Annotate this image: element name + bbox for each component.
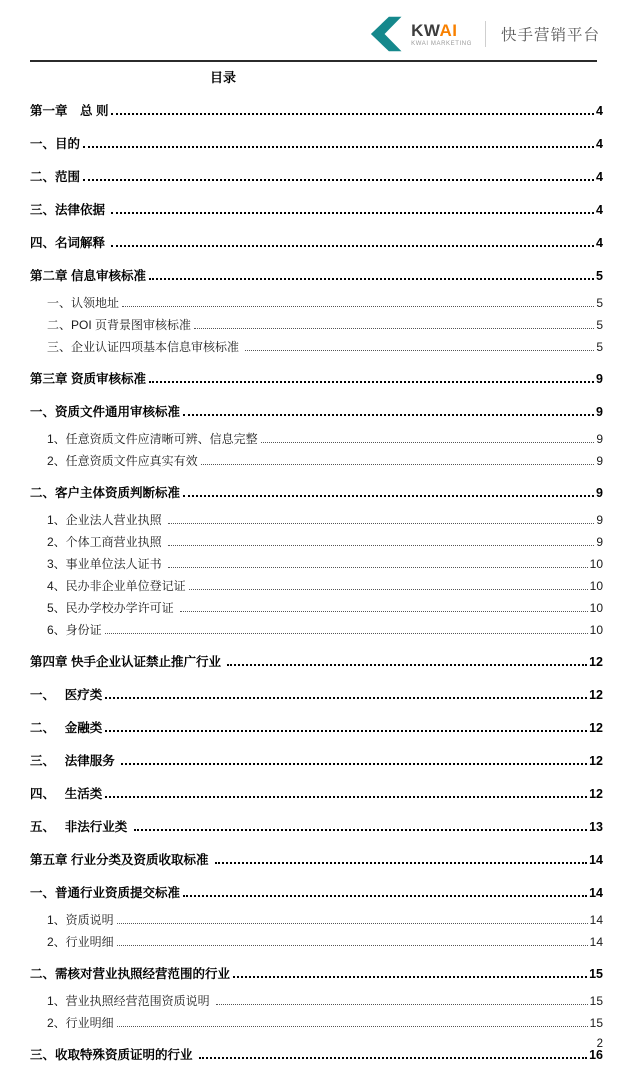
toc-entry[interactable] [30, 454, 603, 468]
toc-entry-label: 1、任意资质文件应清晰可辨、信息完整 [47, 432, 258, 446]
kwai-wordmark [411, 22, 472, 47]
kwai-wordmark-text [411, 22, 472, 39]
toc-entry-label: 二、客户主体资质判断标准 [30, 486, 181, 500]
toc-entry-label: 第三章 资质审核标准 [30, 372, 146, 386]
dot-leader [117, 1026, 588, 1027]
toc-entry-page: 9 [596, 432, 603, 446]
toc-entry-chapter[interactable] [30, 1048, 603, 1062]
toc-entry-page: 14 [589, 935, 603, 949]
dot-leader [117, 945, 588, 946]
toc-entry-page: 10 [589, 557, 603, 571]
toc-entry-label: 4、民办非企业单位登记证 [47, 579, 186, 593]
dot-leader [183, 414, 594, 416]
toc-entry[interactable] [30, 340, 603, 354]
toc-entry-page: 13 [589, 820, 603, 834]
toc-entry[interactable] [30, 1016, 603, 1030]
dot-leader [194, 328, 594, 329]
dot-leader [134, 829, 587, 831]
toc-entry-label: 第二章 信息审核标准 [30, 269, 146, 283]
toc-entry[interactable] [30, 318, 603, 332]
toc-entry[interactable] [30, 535, 603, 549]
dot-leader [168, 545, 594, 546]
dot-leader [83, 146, 594, 148]
dot-leader [216, 1004, 588, 1005]
toc-entry-page: 10 [589, 579, 603, 593]
toc-entry[interactable] [30, 486, 603, 500]
footer [597, 1038, 603, 1050]
toc-entry-page: 4 [596, 137, 603, 151]
toc-entry-page: 12 [589, 787, 603, 801]
toc-entry-page: 4 [596, 203, 603, 217]
toc-entry-label: 2、个体工商营业执照 [47, 535, 166, 549]
toc-entry-page: 4 [596, 170, 603, 184]
toc-entry-label: 2、行业明细 [47, 935, 114, 949]
toc-entry-label: 5、民办学校办学许可证 [47, 601, 178, 615]
toc-entry-page: 12 [589, 655, 603, 669]
toc-entry-label: 一、认领地址 [47, 296, 120, 310]
toc-entry-label: 第五章 行业分类及资质收取标准 [30, 853, 212, 867]
toc-entry[interactable] [30, 203, 603, 217]
dot-leader [105, 633, 588, 634]
dot-leader [83, 179, 594, 181]
toc-entry-label: 1、资质说明 [47, 913, 114, 927]
toc-entry[interactable] [30, 137, 603, 151]
toc-entry[interactable] [30, 787, 603, 801]
toc-entry[interactable] [30, 296, 603, 310]
toc-entry-label: 一、目的 [30, 137, 81, 151]
dot-leader [261, 442, 595, 443]
toc-entry-label: 2、任意资质文件应真实有效 [47, 454, 198, 468]
toc-entry-page: 14 [589, 853, 603, 867]
toc-entry-label: 6、身份证 [47, 623, 102, 637]
dot-leader [180, 611, 588, 612]
toc-entry[interactable] [30, 170, 603, 184]
dot-leader [111, 113, 594, 115]
toc-entry-chapter[interactable] [30, 104, 603, 118]
toc-entry[interactable] [30, 754, 603, 768]
toc-entry-chapter[interactable] [30, 853, 603, 867]
toc-entry-page: 14 [589, 886, 603, 900]
logo-divider [485, 21, 486, 47]
toc-entry-label: 二、 金融类 [30, 721, 103, 735]
toc-entry[interactable] [30, 935, 603, 949]
header-rule [30, 60, 597, 62]
kwai-logo [368, 16, 600, 52]
toc-entry-page: 9 [596, 372, 603, 386]
dot-leader [168, 523, 594, 524]
toc-entry-label: 三、法律依据 [30, 203, 109, 217]
toc-entry-label: 1、企业法人营业执照 [47, 513, 166, 527]
toc-entry-page: 5 [596, 340, 603, 354]
dot-leader [111, 212, 594, 214]
toc-entry-label: 1、营业执照经营范围资质说明 [47, 994, 214, 1008]
toc-entry[interactable] [30, 432, 603, 446]
toc-entry-label: 二、需核对营业执照经营范围的行业 [30, 967, 231, 981]
toc-entry-label: 三、企业认证四项基本信息审核标准 [47, 340, 243, 354]
toc-entry[interactable] [30, 967, 603, 981]
toc-entry[interactable] [30, 405, 603, 419]
toc-entry[interactable] [30, 623, 603, 637]
toc-entry-label: 一、资质文件通用审核标准 [30, 405, 181, 419]
page-number: 2 [596, 1038, 603, 1050]
toc-entry-page: 15 [589, 1016, 603, 1030]
toc-entry-label: 第一章 总 则 [30, 104, 109, 118]
toc-list [30, 104, 603, 1062]
dot-leader [105, 697, 587, 699]
dot-leader [233, 976, 587, 978]
toc-entry-page: 12 [589, 721, 603, 735]
toc-entry[interactable] [30, 994, 603, 1008]
header [0, 0, 625, 58]
dot-leader [168, 567, 588, 568]
toc-entry[interactable] [30, 820, 603, 834]
toc-entry-page: 15 [589, 967, 603, 981]
dot-leader [183, 895, 587, 897]
kwai-arrow-icon [368, 16, 404, 52]
toc-entry[interactable] [30, 721, 603, 735]
toc-entry-page: 9 [596, 486, 603, 500]
toc-entry-page: 9 [596, 513, 603, 527]
toc-entry-page: 10 [589, 623, 603, 637]
toc-entry-page: 4 [596, 104, 603, 118]
dot-leader [245, 350, 594, 351]
toc-entry-label: 二、范围 [30, 170, 81, 184]
dot-leader [227, 664, 587, 666]
toc-entry-page: 5 [596, 318, 603, 332]
toc-entry[interactable] [30, 688, 603, 702]
toc-entry-label: 3、事业单位法人证书 [47, 557, 166, 571]
toc-section [0, 71, 625, 1062]
toc-entry-label: 五、 非法行业类 [30, 820, 131, 834]
dot-leader [111, 245, 594, 247]
dot-leader [183, 495, 594, 497]
toc-entry[interactable] [30, 579, 603, 593]
dot-leader [199, 1057, 587, 1059]
toc-entry-page: 4 [596, 236, 603, 250]
toc-entry[interactable] [30, 886, 603, 900]
toc-entry-page: 16 [589, 1048, 603, 1062]
dot-leader [149, 381, 594, 383]
toc-entry-chapter[interactable] [30, 269, 603, 283]
toc-entry-page: 12 [589, 688, 603, 702]
toc-entry-label: 三、收取特殊资质证明的行业 [30, 1048, 196, 1062]
toc-entry-page: 9 [596, 405, 603, 419]
toc-entry-page: 10 [589, 601, 603, 615]
toc-entry-label: 2、行业明细 [47, 1016, 114, 1030]
toc-entry-label: 三、 法律服务 [30, 754, 119, 768]
toc-entry-label: 一、 医疗类 [30, 688, 103, 702]
brand-name-cn: 快手营销平台 [500, 27, 600, 44]
kwai-wordmark-dark: KW [411, 20, 440, 40]
dot-leader [215, 862, 587, 864]
toc-entry-label: 一、普通行业资质提交标准 [30, 886, 181, 900]
toc-entry-chapter[interactable] [30, 655, 603, 669]
toc-entry-page: 9 [596, 535, 603, 549]
toc-entry[interactable] [30, 601, 603, 615]
toc-entry-page: 14 [589, 913, 603, 927]
dot-leader [201, 464, 595, 465]
dot-leader [189, 589, 588, 590]
kwai-wordmark-orange: AI [439, 20, 458, 40]
toc-entry-label: 四、 生活类 [30, 787, 103, 801]
dot-leader [121, 763, 587, 765]
dot-leader [149, 278, 594, 280]
toc-entry-label: 四、名词解释 [30, 236, 109, 250]
toc-entry-page: 5 [596, 269, 603, 283]
dot-leader [122, 306, 594, 307]
toc-entry-label: 第四章 快手企业认证禁止推广行业 [30, 655, 225, 669]
toc-entry-label: 二、POI 页背景图审核标准 [47, 318, 192, 332]
toc-entry[interactable] [30, 513, 603, 527]
dot-leader [117, 923, 588, 924]
toc-entry-page: 9 [596, 454, 603, 468]
toc-entry-page: 15 [589, 994, 603, 1008]
toc-entry-page: 5 [596, 296, 603, 310]
kwai-marketing-subtext: KWAI MARKETING [411, 40, 472, 47]
toc-entry[interactable] [30, 557, 603, 571]
toc-entry[interactable] [30, 913, 603, 927]
dot-leader [105, 796, 587, 798]
toc-entry-page: 12 [589, 754, 603, 768]
toc-entry-chapter[interactable] [30, 372, 603, 386]
dot-leader [105, 730, 587, 732]
toc-entry[interactable] [30, 236, 603, 250]
toc-title: 目录 [210, 70, 237, 85]
